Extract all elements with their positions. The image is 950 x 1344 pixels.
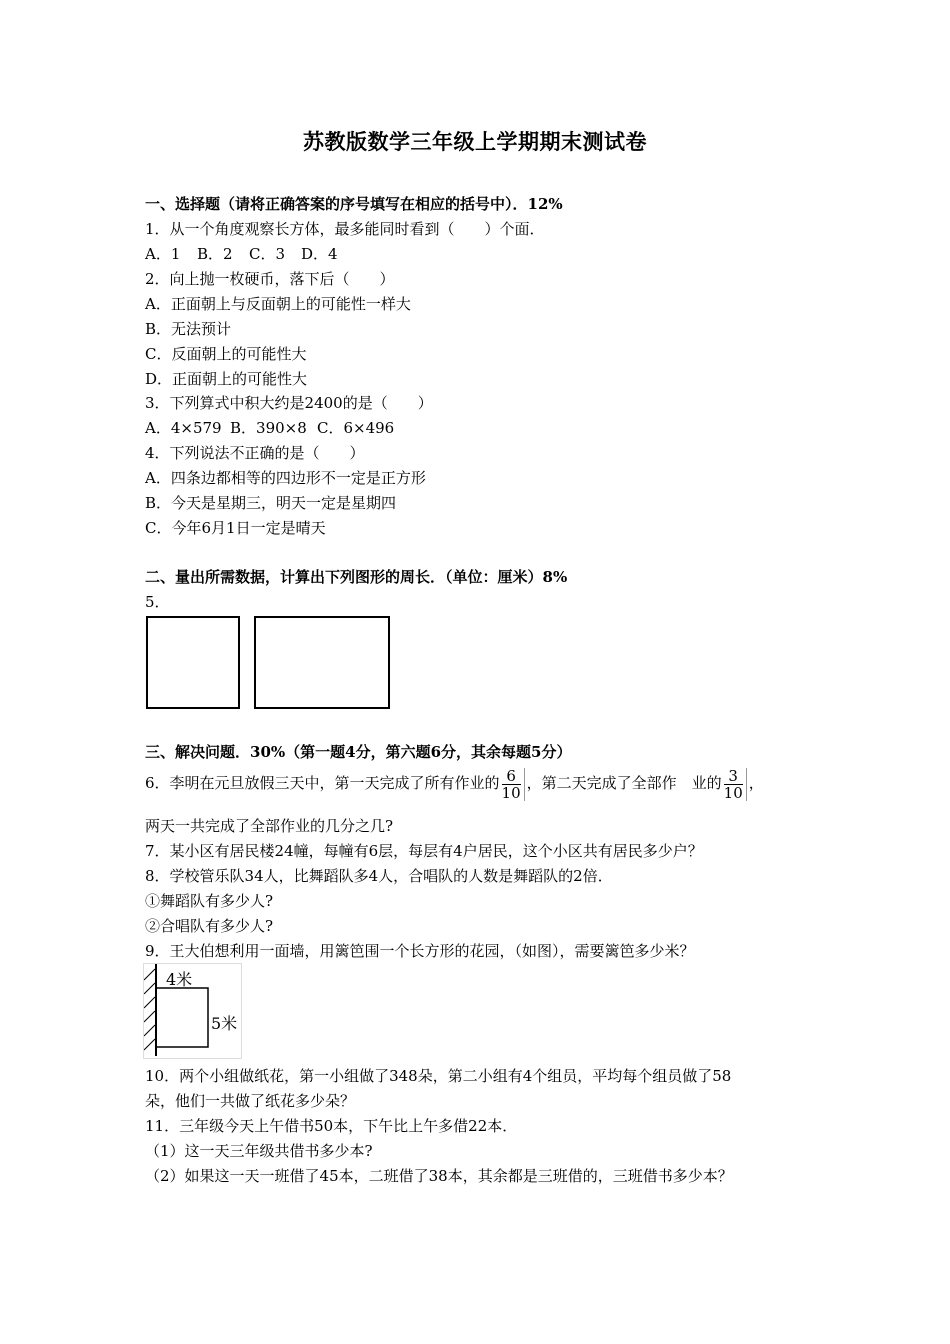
option-b: B．390×8 xyxy=(230,419,307,437)
option-a: A．4×579 xyxy=(145,419,222,437)
question-5: 5． xyxy=(145,593,170,611)
question-11-part-2: （2）如果这一天一班借了45本，二班借了38本，其余都是三班借的，三班借书多少本？ xyxy=(145,1167,733,1185)
question-2-option-b: B．无法预计 xyxy=(145,320,232,338)
question-11: 11．三年级今天上午借书50本，下午比上午多借22本． xyxy=(145,1117,518,1135)
question-3-options xyxy=(145,418,394,438)
question-6-text-3: ， xyxy=(748,774,764,792)
fence-line xyxy=(156,988,208,1047)
question-6-text-1: 6．李明在元旦放假三天中，第一天完成了所有作业的 xyxy=(145,774,500,792)
question-4: 4．下列说法不正确的是（ ） xyxy=(145,444,365,462)
option-d: D．4 xyxy=(301,245,338,263)
top-length-label: 4米 xyxy=(166,970,193,989)
question-2-option-d: D．正面朝上的可能性大 xyxy=(145,370,308,388)
garden-figure xyxy=(143,963,242,1059)
question-11-part-1: （1）这一天三年级共借书多少本? xyxy=(145,1142,373,1160)
question-4-option-b: B．今天是星期三，明天一定是星期四 xyxy=(145,494,397,512)
wall-hatching xyxy=(144,969,155,1050)
question-3: 3．下列算式中积大约是2400的是（ ） xyxy=(145,394,433,412)
question-2-option-c: C．反面朝上的可能性大 xyxy=(145,345,307,363)
fraction-six-tenths: $\frac{6}{10}$ xyxy=(502,768,525,801)
rectangle-figure xyxy=(254,616,390,709)
question-8: 8．学校管乐队34人，比舞蹈队多4人，合唱队的人数是舞蹈队的2倍． xyxy=(145,867,613,885)
question-8-part-2: ②合唱队有多少人? xyxy=(145,917,274,935)
question-7: 7．某小区有居民楼24幢，每幢有6层，每层有4户居民，这个小区共有居民多少户？ xyxy=(145,842,703,860)
question-6-line-2: 两天一共完成了全部作业的几分之几? xyxy=(145,817,394,835)
page-title: 苏教版数学三年级上学期期末测试卷 xyxy=(303,129,647,154)
option-b: B．2 xyxy=(197,245,233,263)
question-6-text-2: ，第二天完成了全部作 业的 xyxy=(526,774,722,792)
fraction-three-tenths: $\frac{3}{10}$ xyxy=(724,768,747,801)
question-4-option-a: A．四条边都相等的四边形不一定是正方形 xyxy=(145,469,426,487)
side-length-label: 5米 xyxy=(211,1014,238,1033)
option-a: A．1 xyxy=(145,245,181,263)
question-4-option-c: C．今年6月1日一定是晴天 xyxy=(145,519,326,537)
section3-heading: 三、解决问题．30%（第一题4分，第六题6分，其余每题5分） xyxy=(145,743,572,761)
question-2: 2．向上抛一枚硬币，落下后（ ） xyxy=(145,270,395,288)
question-6 xyxy=(145,764,764,802)
question-2-option-a: A．正面朝上与反面朝上的可能性一样大 xyxy=(145,295,411,313)
question-9: 9．王大伯想利用一面墙，用篱笆围一个长方形的花园，（如图），需要篱笆多少米？ xyxy=(145,942,695,960)
option-c: C．6×496 xyxy=(317,419,395,437)
section2-heading: 二、量出所需数据，计算出下列图形的周长．（单位：厘米）8% xyxy=(145,568,568,586)
question-10-line-2: 朵，他们一共做了纸花多少朵？ xyxy=(145,1092,356,1110)
option-c: C．3 xyxy=(249,245,286,263)
question-10-line-1: 10．两个小组做纸花，第一小组做了348朵，第二小组有4个组员，平均每个组员做了58 xyxy=(145,1067,732,1085)
question-8-part-1: ①舞蹈队有多少人? xyxy=(145,892,274,910)
question-1-options xyxy=(145,244,338,264)
question-1: 1．从一个角度观察长方体，最多能同时看到（ ）个面． xyxy=(145,220,545,238)
section1-heading: 一、选择题（请将正确答案的序号填写在相应的括号中）．12% xyxy=(145,195,563,213)
square-figure xyxy=(146,616,240,709)
